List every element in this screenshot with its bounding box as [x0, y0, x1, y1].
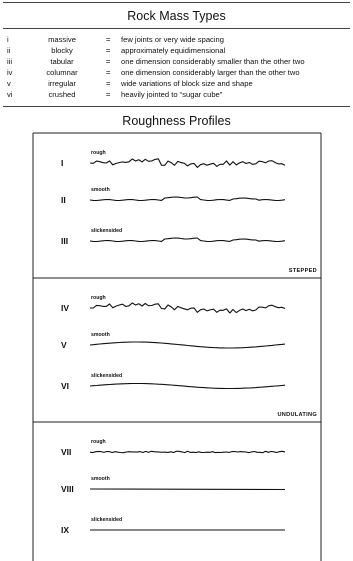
profile-line [90, 159, 285, 168]
profile-surface-label: slickensided [91, 373, 123, 379]
mass-type-equals: = [106, 46, 111, 55]
profile-surface-label: rough [91, 295, 106, 301]
profile-numeral: V [61, 340, 67, 350]
mass-type-numeral: v [7, 79, 11, 88]
profile-numeral: II [61, 195, 66, 205]
profile-line [90, 384, 285, 389]
mass-type-name: tabular [50, 57, 74, 66]
mass-type-description: few joints or very wide spacing [121, 35, 224, 44]
mass-type-name: columnar [46, 68, 78, 77]
mass-type-equals: = [106, 57, 111, 66]
profile-line [90, 238, 285, 242]
mass-type-equals: = [106, 35, 111, 44]
mass-type-numeral: i [7, 35, 9, 44]
mass-types-title: Rock Mass Types [127, 9, 226, 23]
mass-type-description: heavily jointed to “sugar cube” [121, 90, 223, 99]
mass-type-description: approximately equidimensional [121, 46, 226, 55]
profile-line [90, 489, 285, 490]
profile-numeral: VII [61, 447, 72, 457]
mass-type-description: wide variations of block size and shape [121, 79, 253, 88]
profile-line [90, 197, 285, 201]
mass-type-name: crushed [48, 90, 76, 99]
profile-numeral: VIII [61, 484, 74, 494]
profile-numeral: IV [61, 303, 70, 313]
mass-type-numeral: vi [7, 90, 13, 99]
profile-surface-label: smooth [91, 187, 110, 193]
mass-type-description: one dimension considerably larger than the other two [121, 68, 300, 77]
mass-type-numeral: iv [7, 68, 13, 77]
profile-line [90, 451, 285, 452]
profile-line [90, 342, 285, 348]
mass-type-equals: = [106, 68, 111, 77]
mass-type-equals: = [106, 79, 111, 88]
mass-type-name: irregular [48, 79, 76, 88]
mass-type-description: one dimension considerably smaller than the other two [121, 57, 305, 66]
profile-surface-label: rough [91, 439, 106, 445]
profile-surface-label: slickensided [91, 228, 123, 234]
profile-surface-label: smooth [91, 476, 110, 482]
profile-numeral: III [61, 236, 69, 246]
profile-numeral: VI [61, 381, 70, 391]
profile-group-label: STEPPED [288, 268, 317, 274]
mass-type-numeral: iii [7, 57, 13, 66]
profile-numeral: I [61, 158, 64, 168]
profile-surface-label: smooth [91, 332, 110, 338]
mass-type-name: blocky [51, 46, 73, 55]
profile-numeral: IX [61, 525, 70, 535]
profile-surface-label: slickensided [91, 517, 123, 523]
profile-surface-label: rough [91, 150, 106, 156]
mass-type-numeral: ii [7, 46, 11, 55]
profile-line [90, 303, 285, 313]
mass-type-name: massive [48, 35, 76, 44]
mass-type-equals: = [106, 90, 111, 99]
roughness-title: Roughness Profiles [122, 114, 231, 128]
profile-group-label: UNDULATING [277, 412, 317, 418]
